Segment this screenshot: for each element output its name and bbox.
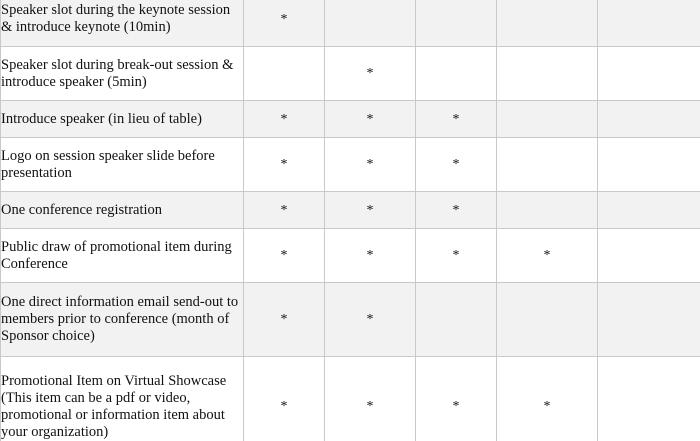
- table-row: [1, 229, 700, 283]
- tier-4-mark: [497, 192, 598, 229]
- tier-1-mark: *: [244, 192, 325, 229]
- tier-3-mark: [416, 283, 497, 357]
- tier-2-mark: *: [325, 138, 416, 192]
- tier-1-mark: *: [244, 138, 325, 192]
- tier-5-mark: [598, 47, 700, 101]
- tier-4-mark: [497, 138, 598, 192]
- tier-4-mark: [497, 283, 598, 357]
- benefit-description: Speaker slot during break-out session & introduce speaker (5min): [1, 47, 244, 101]
- tier-5-mark: [598, 138, 700, 192]
- table-row: [1, 138, 700, 192]
- tier-2-mark: *: [325, 101, 416, 138]
- table-row: [1, 192, 700, 229]
- tier-3-mark: [416, 47, 497, 101]
- tier-5-mark: [598, 0, 700, 47]
- tier-3-mark: *: [416, 138, 497, 192]
- tier-5-mark: [598, 357, 700, 441]
- benefit-description: One direct information email send-out to members prior to conference (month of Sponsor choice): [1, 283, 244, 357]
- tier-3-mark: *: [416, 192, 497, 229]
- tier-2-mark: *: [325, 357, 416, 441]
- tier-4-mark: *: [497, 357, 598, 441]
- tier-5-mark: [598, 283, 700, 357]
- table-row: [1, 101, 700, 138]
- tier-1-mark: [244, 47, 325, 101]
- benefit-description: Public draw of promotional item during Conference: [1, 229, 244, 283]
- tier-2-mark: *: [325, 283, 416, 357]
- tier-5-mark: [598, 101, 700, 138]
- tier-1-mark: *: [244, 229, 325, 283]
- tier-1-mark: *: [244, 0, 325, 47]
- tier-4-mark: [497, 101, 598, 138]
- table-row: [1, 47, 700, 101]
- benefit-description: Logo on session speaker slide before presentation: [1, 138, 244, 192]
- tier-2-mark: [325, 0, 416, 47]
- tier-4-mark: *: [497, 229, 598, 283]
- tier-1-mark: *: [244, 357, 325, 441]
- tier-3-mark: *: [416, 101, 497, 138]
- tier-3-mark: [416, 0, 497, 47]
- tier-2-mark: *: [325, 192, 416, 229]
- tier-1-mark: *: [244, 283, 325, 357]
- benefit-description: One conference registration: [1, 192, 244, 229]
- table-row: [1, 0, 700, 47]
- tier-2-mark: *: [325, 47, 416, 101]
- tier-2-mark: *: [325, 229, 416, 283]
- benefit-description: Introduce speaker (in lieu of table): [1, 101, 244, 138]
- tier-5-mark: [598, 192, 700, 229]
- tier-3-mark: *: [416, 357, 497, 441]
- tier-4-mark: [497, 0, 598, 47]
- tier-3-mark: *: [416, 229, 497, 283]
- tier-5-mark: [598, 229, 700, 283]
- tier-1-mark: *: [244, 101, 325, 138]
- table-row: [1, 357, 700, 441]
- benefit-description: Promotional Item on Virtual Showcase (This item can be a pdf or video, promotional or information item about your organization): [1, 357, 244, 441]
- table-body: [1, 0, 700, 441]
- benefit-description: Speaker slot during the keynote session & introduce keynote (10min): [1, 0, 244, 47]
- table-row: [1, 283, 700, 357]
- tier-4-mark: [497, 47, 598, 101]
